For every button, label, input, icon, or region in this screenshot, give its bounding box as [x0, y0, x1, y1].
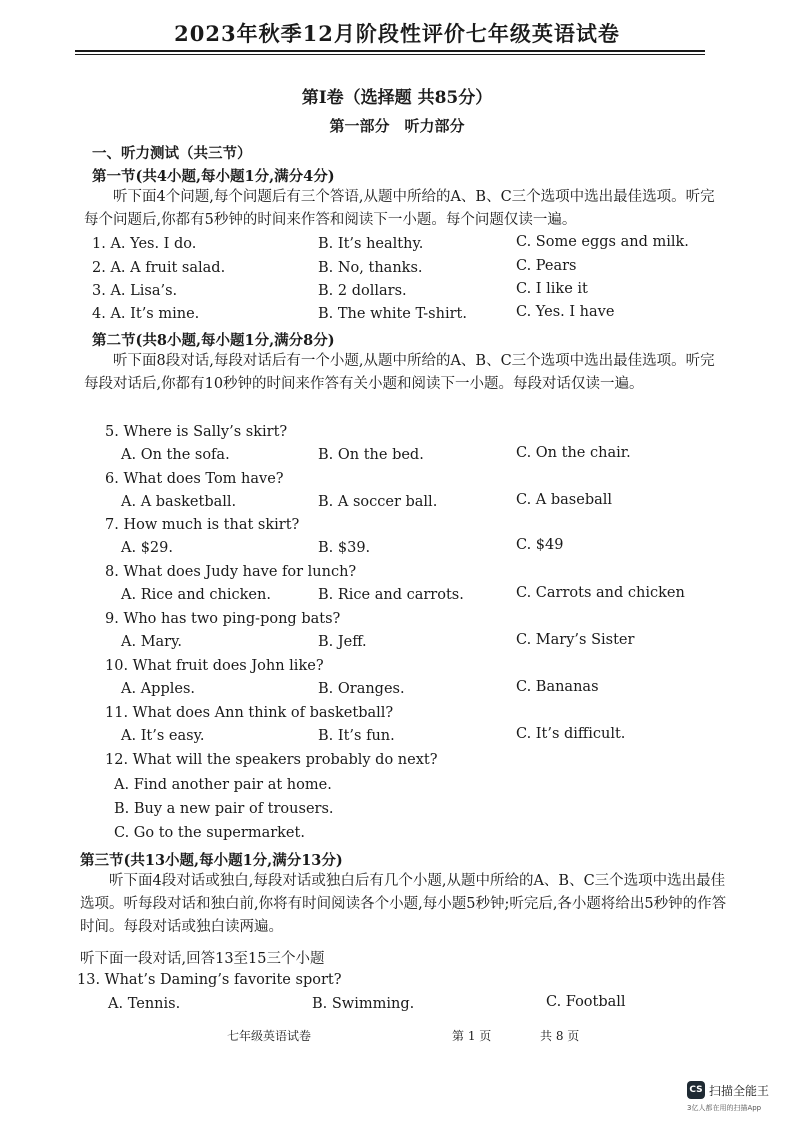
question: 9. Who has two ping-pong bats? — [105, 611, 341, 627]
option: C. I like it — [516, 281, 588, 297]
option: A. A basketball. — [121, 494, 237, 510]
option: C. Mary’s Sister — [516, 632, 635, 648]
option: A. On the sofa. — [121, 447, 230, 463]
footer-subject: 七年级英语试卷 — [227, 1029, 312, 1043]
option: B. 2 dollars. — [318, 283, 407, 299]
question: 7. How much is that skirt? — [105, 517, 300, 533]
option: B. No, thanks. — [318, 260, 423, 276]
s2-instructions: 听下面8段对话,每段对话后有一个小题,从题中所给的A、B、C三个选项中选出最佳选项。听完每段对话后,你都有10秒钟的时间来作答有关小题和阅读下一小题。每段对话仅读一遍。 — [84, 353, 715, 392]
option: B. The white T-shirt. — [318, 306, 467, 322]
option: B. Buy a new pair of trousers. — [114, 801, 334, 817]
option: C. A baseball — [516, 492, 613, 508]
option: C. It’s difficult. — [516, 726, 626, 742]
option: C. Yes. I have — [516, 304, 615, 320]
option: B. A soccer ball. — [318, 494, 438, 510]
volume-title: 第Ⅰ卷（选择题 共85分） — [301, 88, 493, 108]
title-rule — [75, 50, 705, 52]
option: C. Some eggs and milk. — [516, 234, 689, 250]
option: C. Bananas — [516, 679, 599, 695]
option: A. Tennis. — [108, 996, 181, 1012]
option: C. On the chair. — [516, 445, 631, 461]
s2-header: 第二节(共8小题,每小题1分,满分8分) — [92, 332, 335, 349]
question: 11. What does Ann think of basketball? — [105, 705, 394, 721]
option: A. Mary. — [121, 634, 182, 650]
question: 10. What fruit does John like? — [105, 658, 324, 674]
s3-instructions: 听下面4段对话或独白,每段对话或独白后有几个小题,从题中所给的A、B、C三个选项中选出最佳选项。听每段对话和独白前,你将有时间阅读各个小题,每小题5秒钟;听完后,各小题将给出5秒钟的作答时间。每段对话或独白读两遍。 — [80, 873, 727, 935]
question: 13. What’s Daming’s favorite sport? — [77, 972, 342, 988]
question: 6. What does Tom have? — [105, 471, 284, 487]
option: C. Pears — [516, 258, 577, 274]
option: A. Rice and chicken. — [121, 587, 271, 603]
option: C. Football — [546, 994, 626, 1010]
question: 8. What does Judy have for lunch? — [105, 564, 357, 580]
scanner-slogan: 3亿人都在用的扫描App — [687, 1104, 762, 1112]
exam-title: 2023年秋季12月阶段性评价七年级英语试卷 — [174, 21, 620, 46]
s1-instructions: 听下面4个问题,每个问题后有三个答语,从题中所给的A、B、C三个选项中选出最佳选项。听完每个问题后,你都有5秒钟的时间来作答和阅读下一小题。每个问题仅读一遍。 — [84, 189, 715, 228]
option: B. Rice and carrots. — [318, 587, 464, 603]
option: C. $49 — [516, 537, 564, 553]
s3-subheading: 听下面一段对话,回答13至15三个小题 — [80, 951, 325, 967]
option: 4. A. It’s mine. — [92, 306, 200, 322]
option: B. Oranges. — [318, 681, 405, 697]
section-header: 一、听力测试（共三节） — [92, 145, 252, 162]
option: A. Find another pair at home. — [114, 777, 332, 793]
option: 2. A. A fruit salad. — [92, 260, 226, 276]
option: A. Apples. — [121, 681, 195, 697]
option: 3. A. Lisa’s. — [92, 283, 178, 299]
part-title: 第一部分 听力部分 — [329, 117, 465, 135]
scanner-logo-icon: CS — [687, 1081, 705, 1099]
s1-header: 第一节(共4小题,每小题1分,满分4分) — [92, 168, 335, 185]
title-rule-thin — [75, 54, 705, 55]
option: B. It’s fun. — [318, 728, 395, 744]
option: B. It’s healthy. — [318, 236, 424, 252]
option: 1. A. Yes. I do. — [92, 236, 197, 252]
footer-page: 第 1 页 — [452, 1029, 492, 1043]
option: A. It’s easy. — [121, 728, 205, 744]
scanner-brand: 扫描全能王 — [709, 1084, 770, 1098]
option: B. Swimming. — [312, 996, 415, 1012]
question: 12. What will the speakers probably do next? — [105, 752, 438, 768]
option: C. Carrots and chicken — [516, 585, 685, 601]
option: B. Jeff. — [318, 634, 367, 650]
option: C. Go to the supermarket. — [114, 825, 305, 841]
question: 5. Where is Sally’s skirt? — [105, 424, 288, 440]
s3-header: 第三节(共13小题,每小题1分,满分13分) — [80, 852, 343, 869]
footer-total: 共 8 页 — [540, 1029, 580, 1043]
option: B. $39. — [318, 540, 371, 556]
option: B. On the bed. — [318, 447, 424, 463]
option: A. $29. — [121, 540, 173, 556]
